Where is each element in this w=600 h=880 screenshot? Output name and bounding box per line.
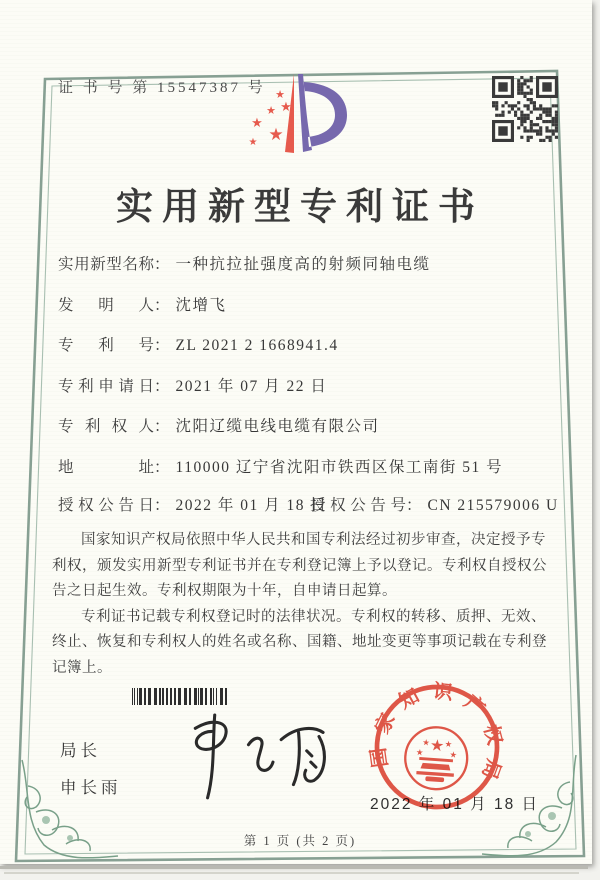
svg-text:★: ★ (248, 137, 258, 148)
colon: ： (154, 458, 170, 476)
field-label: 专利号 (58, 337, 154, 354)
field-label: 地址 (58, 458, 154, 476)
barcode (132, 688, 228, 706)
field-value: 一种抗拉扯强度高的射频同轴电缆 (175, 256, 431, 273)
director-title: 局长 (60, 741, 101, 760)
svg-text:★: ★ (415, 746, 424, 758)
director-signature (168, 712, 333, 804)
svg-text:★: ★ (251, 116, 263, 131)
legal-paragraph: 专利证书记载专利权登记时的法律状况。专利权的转移、质押、无效、终止、恢复和专利权人的姓名或名称、国籍、地址变更等事项记载在专利登记簿上。 (52, 608, 547, 676)
national-emblem-icon (403, 725, 469, 791)
grant-date: 2022 年 01 月 18 日 (175, 497, 328, 514)
svg-text:★: ★ (266, 104, 276, 117)
field-value: ZL 2021 2 1668941.4 (175, 337, 339, 354)
field-label: 授权公告日 (58, 497, 154, 514)
certificate-number: 证 书 号 第 15547387 号 (58, 80, 266, 96)
svg-text:★: ★ (275, 88, 285, 101)
field-row-patentee (58, 414, 558, 436)
colon: ： (154, 256, 170, 273)
field-value: 沈增飞 (175, 296, 227, 314)
director-block (60, 737, 122, 811)
seal-date: 2022 年 01 月 18 日 (370, 796, 539, 813)
svg-text:★: ★ (421, 737, 431, 748)
certificate-title: 实用新型专利证书 (116, 187, 484, 228)
director-name: 申长雨 (60, 778, 122, 797)
legal-paragraph: 国家知识产权局依照中华人民共和国专利法经过初步审查，决定授予专利权，颁发实用新型专利证书并在专利登记簿上予以登记。专利权自授权公告之日起生效。专利权期限为十年，自申请日起算。 (52, 532, 547, 599)
svg-text:★: ★ (449, 749, 458, 760)
page-number: 第 1 页 (共 2 页) (243, 834, 357, 848)
field-label: 发明人 (58, 296, 154, 314)
grant-number: CN 215579006 U (427, 497, 559, 514)
field-row-filing-date (58, 374, 558, 396)
colon: ： (406, 497, 422, 514)
field-value: 2021 年 07 月 22 日 (175, 377, 328, 395)
field-row-inventor (58, 293, 558, 315)
colon: ： (154, 296, 170, 314)
official-seal (357, 667, 517, 827)
svg-text:★: ★ (268, 125, 284, 145)
field-label: 实用新型名称 (58, 256, 154, 273)
colon: ： (154, 337, 170, 354)
svg-text:★: ★ (429, 735, 445, 756)
qr-code (492, 76, 558, 142)
grant-no-group (310, 493, 559, 515)
field-row-patent-no (58, 333, 558, 355)
field-value: 沈阳辽缆电线电缆有限公司 (175, 418, 380, 435)
grant-row (58, 493, 563, 515)
scan-page-edge (0, 866, 588, 869)
scan-page-edge (4, 872, 579, 874)
svg-text:★: ★ (444, 738, 453, 750)
field-label: 授权公告号 (310, 497, 406, 514)
grant-date-group (58, 497, 327, 514)
patent-fields (58, 252, 558, 495)
field-label: 专利申请日 (58, 377, 154, 395)
cnipa-logo-icon (228, 62, 368, 172)
seal-ring-text: 国家知识产权局 (367, 680, 506, 783)
colon: ： (154, 497, 170, 514)
colon: ： (154, 418, 170, 435)
svg-text:★: ★ (280, 100, 292, 115)
field-label: 专利权人 (58, 418, 154, 435)
colon: ： (154, 377, 170, 395)
field-row-address (58, 455, 558, 477)
field-value: 110000 辽宁省沈阳市铁西区保工南街 51 号 (175, 458, 504, 476)
legal-text (52, 528, 552, 681)
field-row-name (58, 252, 558, 274)
